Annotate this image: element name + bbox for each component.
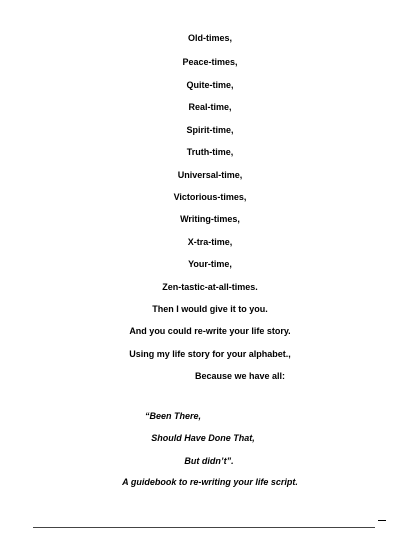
poem-line: Old-times, <box>187 33 232 43</box>
poem-line: Universal-time, <box>177 170 243 180</box>
quote-line: But didn’t”. <box>184 456 234 466</box>
poem-line: Because we have all: <box>194 371 286 381</box>
poem-line: Truth-time, <box>186 147 234 157</box>
footer-rule <box>33 527 375 528</box>
page-number-dash <box>378 520 386 521</box>
poem-line: Using my life story for your alphabet., <box>129 349 291 359</box>
poem-line: Real-time, <box>188 102 232 112</box>
book-subtitle: A guidebook to re-writing your life script. <box>122 477 298 487</box>
poem-line: And you could re-write your life story. <box>129 326 291 336</box>
poem-line: Zen-tastic-at-all-times. <box>162 282 258 292</box>
quote-line: Should Have Done That, <box>151 433 255 443</box>
poem-line: Victorious-times, <box>173 192 247 202</box>
poem-line: X-tra-time, <box>187 237 233 247</box>
poem-line: Peace-times, <box>182 57 238 67</box>
poem-line: Quite-time, <box>186 80 234 90</box>
poem-line: Your-time, <box>188 259 232 269</box>
poem-line: Spirit-time, <box>186 125 234 135</box>
quote-line: “Been There, <box>144 411 202 421</box>
poem-line: Then I would give it to you. <box>152 304 268 314</box>
poem-line: Writing-times, <box>180 214 240 224</box>
